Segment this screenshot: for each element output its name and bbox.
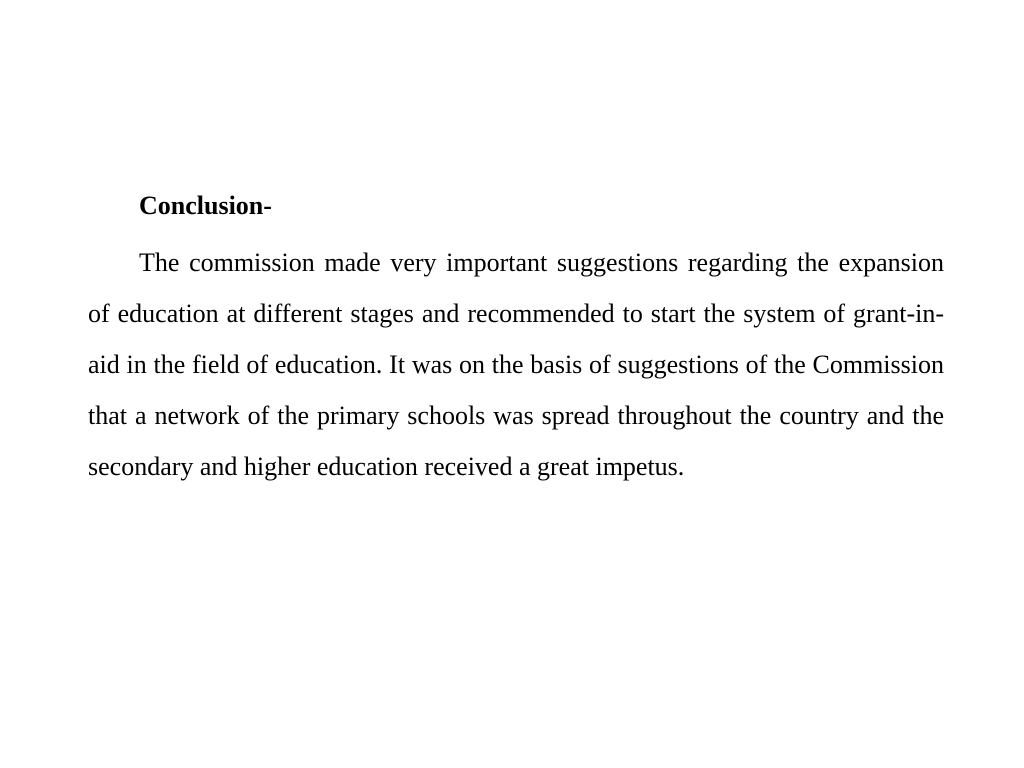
document-body (88, 186, 944, 492)
conclusion-paragraph: The commission made very important suggestions regarding the expansion of education at different stages and recommended to start the system of grant-in-aid in the field of education. It was on the basis of suggestions of the Commission that a network of the primary schools was spread throughout the country and the secondary and higher education received a great impetus. (88, 248, 944, 481)
section-heading: Conclusion- (139, 191, 272, 220)
